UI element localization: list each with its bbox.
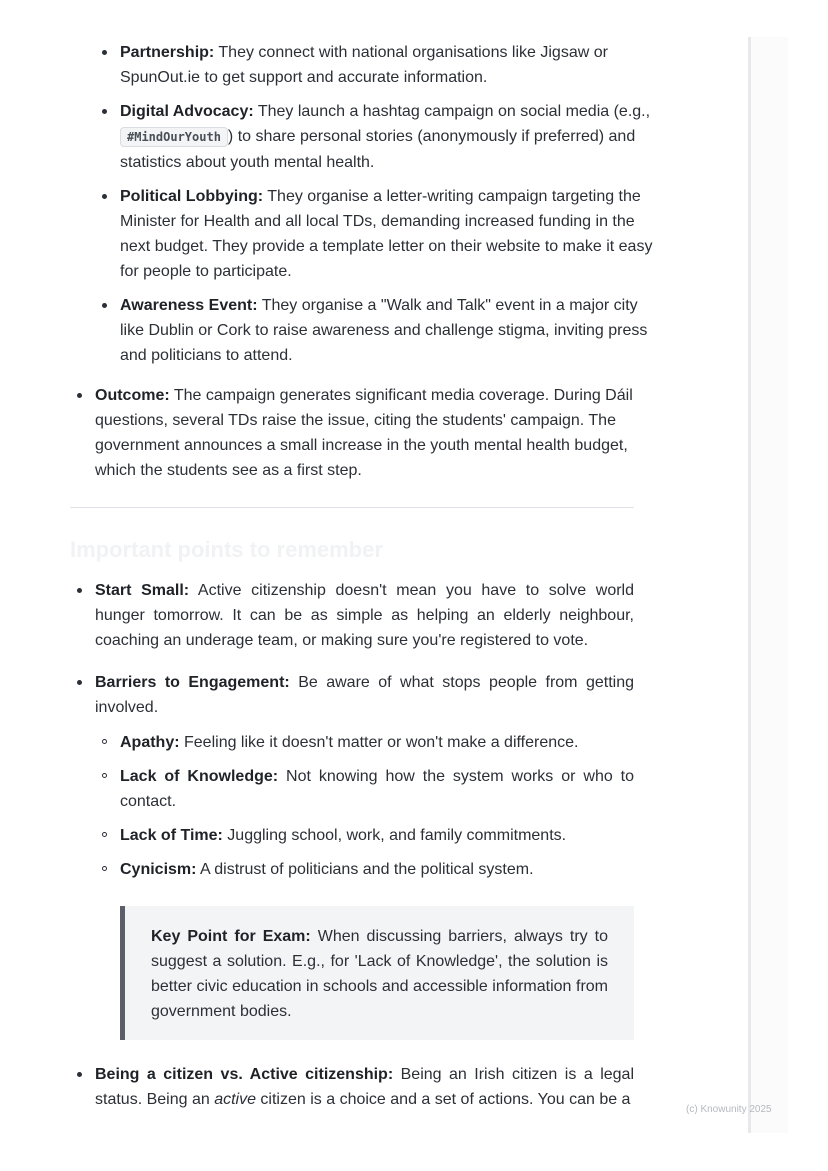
callout-text: When discussing barriers, always try to suggest a solution. E.g., for 'Lack of Knowledge', the solution is better civic education in schools and accessible information from government bodies. [151, 928, 609, 1020]
list-item [95, 99, 659, 175]
list-item [95, 184, 659, 284]
item-label: Barriers to Engagement: [95, 674, 290, 691]
item-emphasis: active [214, 1091, 256, 1108]
item-label: Being a citizen vs. Active citizenship: [95, 1066, 394, 1083]
list-item [95, 730, 634, 755]
campaign-actions-list [70, 40, 659, 368]
list-item [70, 578, 634, 653]
item-label: Political Lobbying: [120, 188, 264, 205]
item-label: Partnership: [120, 44, 215, 61]
item-label: Lack of Knowledge: [120, 768, 279, 785]
item-text: ) to share personal stories (anonymously if preferred) and statistics about youth mental health. [120, 128, 636, 171]
section-divider [70, 507, 634, 508]
item-text: Feeling like it doesn't matter or won't make a difference. [179, 734, 579, 751]
list-item [95, 40, 659, 90]
item-text: Not knowing how the system works or who to contact. [120, 768, 635, 810]
list-item [70, 1062, 634, 1112]
key-point-callout [120, 906, 634, 1040]
item-label: Outcome: [95, 387, 170, 404]
item-label: Start Small: [95, 582, 190, 599]
barrier-sublist [95, 730, 634, 882]
item-text: citizen is a choice and a set of actions. You can be a [255, 1091, 631, 1108]
hashtag-code: #MindOurYouth [120, 127, 228, 147]
points-list [70, 578, 634, 653]
list-item [70, 670, 634, 882]
section-heading: Important points to remember [70, 537, 383, 562]
item-label: Digital Advocacy: [120, 103, 254, 120]
list-item [95, 293, 659, 368]
copyright-notice: (c) Knowunity 2025 [686, 1104, 772, 1115]
barriers-list [70, 670, 634, 891]
item-text: They organise a "Walk and Talk" event in a major city like Dublin or Cork to raise awareness and challenge stigma, inviting press and politicians to attend. [120, 297, 648, 364]
item-label: Awareness Event: [120, 297, 258, 314]
item-label: Cynicism: [120, 861, 197, 878]
scrollbar-track[interactable] [748, 37, 788, 1133]
outcome-list [70, 383, 634, 483]
item-text: They launch a hashtag campaign on social media (e.g., [253, 103, 651, 120]
item-text: A distrust of politicians and the political system. [196, 861, 534, 878]
item-text: Juggling school, work, and family commitments. [222, 827, 567, 844]
item-text: Being an Irish citizen is a legal status. Being an [95, 1066, 634, 1108]
item-text: Active citizenship doesn't mean you have to solve world hunger tomorrow. It can be as simple as helping an elderly neighbour, coaching an underage team, or making sure you're registered to vote. [95, 582, 635, 649]
callout-label: Key Point for Exam: [151, 928, 311, 945]
item-label: Apathy: [120, 734, 180, 751]
item-text: Be aware of what stops people from getting involved. [95, 674, 634, 716]
item-text: The campaign generates significant media coverage. During Dáil questions, several TDs raise the issue, citing the students' campaign. The government announces a small increase in the youth mental health budget, which the students see as a first step. [95, 387, 633, 479]
scrollbar-thumb[interactable] [748, 37, 751, 1133]
list-item [95, 764, 634, 814]
list-item [95, 823, 634, 848]
list-item [95, 857, 634, 882]
item-text: They organise a letter-writing campaign targeting the Minister for Health and all local TDs, demanding increased funding in the next budget. They provide a template letter on their website to make it easy for people to participate. [120, 188, 653, 280]
item-text: They connect with national organisations like Jigsaw or SpunOut.ie to get support and accurate information. [120, 44, 608, 86]
citizen-list [70, 1062, 634, 1112]
list-item [70, 383, 634, 483]
item-label: Lack of Time: [120, 827, 223, 844]
